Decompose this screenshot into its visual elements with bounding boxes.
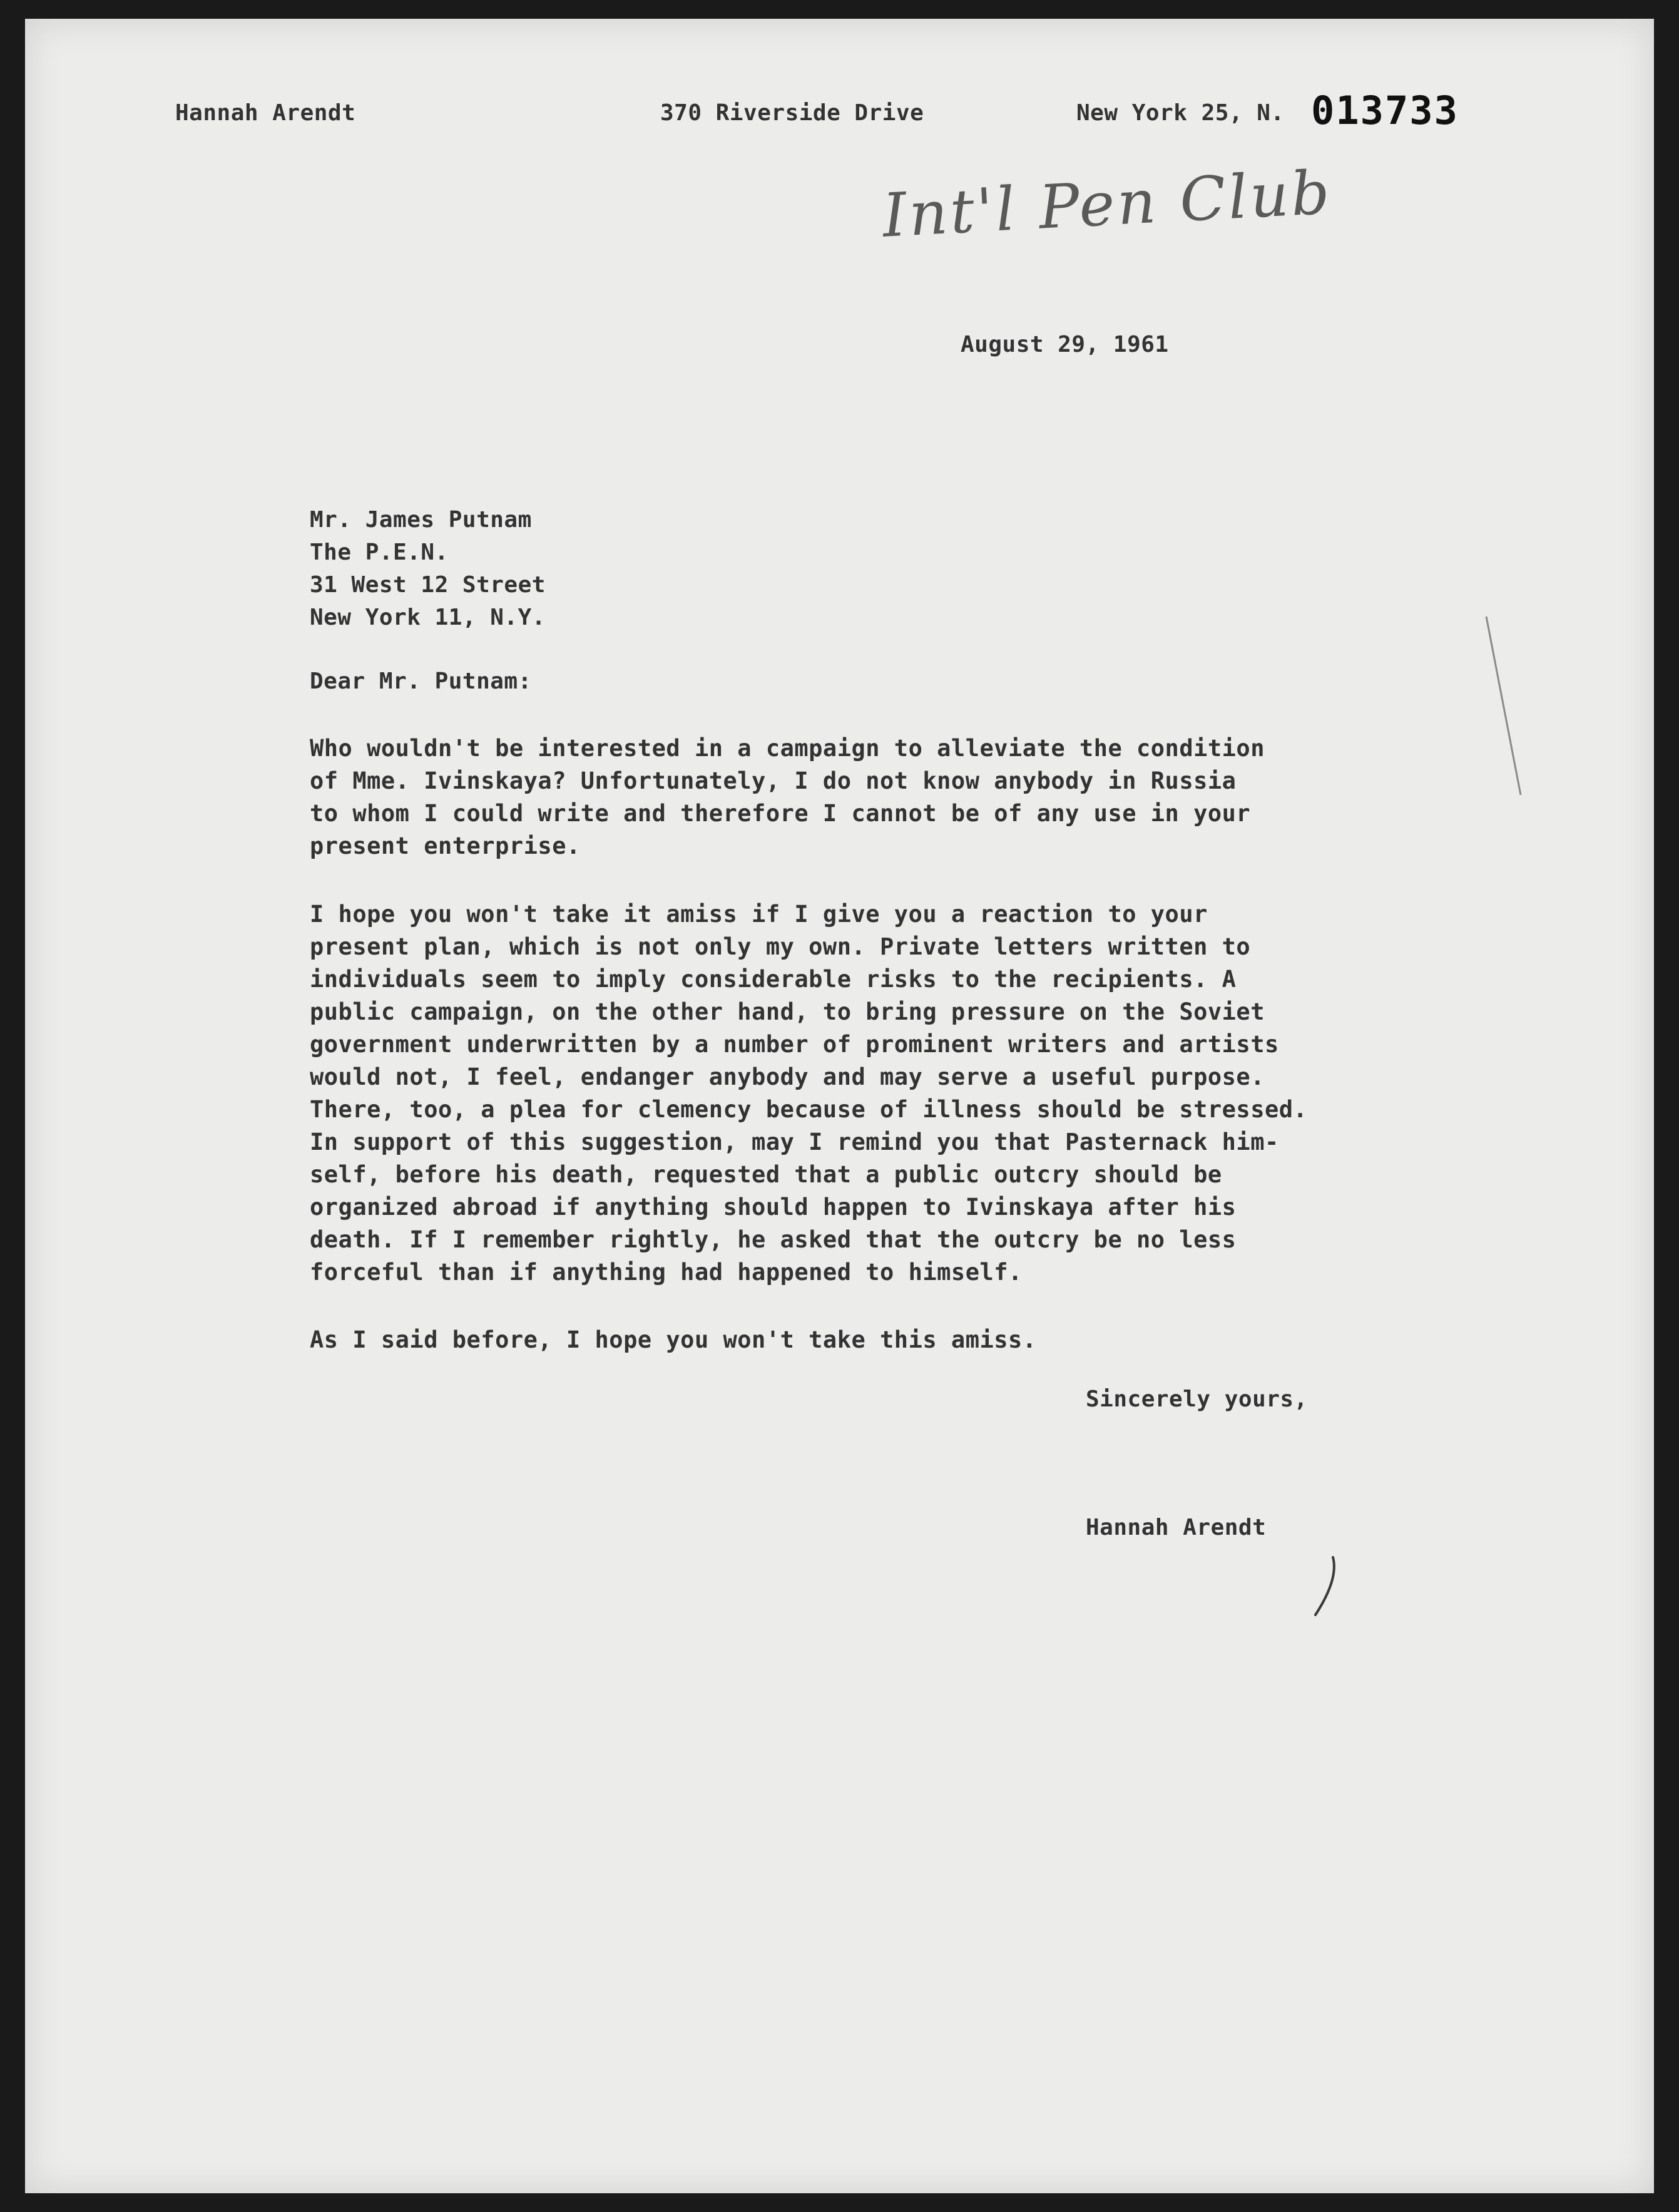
paragraph-line: present plan, which is not only my own. Private letters written to: [310, 933, 1251, 960]
paragraph-line: present enterprise.: [310, 832, 581, 859]
paragraph-line: to whom I could write and therefore I cannot be of any use in your: [310, 800, 1251, 827]
paragraph-line: government underwritten by a number of prominent writers and artists: [310, 1031, 1279, 1058]
letterhead-address: 370 Riverside Drive: [660, 100, 924, 126]
paragraph-line: As I said before, I hope you won't take this amiss.: [310, 1326, 1037, 1353]
letterhead-name: Hannah Arendt: [175, 100, 356, 126]
letter-page: [25, 19, 1654, 2193]
paragraph-line: In support of this suggestion, may I remind you that Pasternack him-: [310, 1129, 1279, 1155]
recipient-line-3: 31 West 12 Street: [310, 572, 546, 598]
paragraph-3: [310, 1324, 1499, 1356]
paragraph-1: [310, 732, 1499, 863]
paragraph-line: would not, I feel, endanger anybody and may serve a useful purpose.: [310, 1063, 1265, 1090]
paragraph-line: death. If I remember rightly, he asked that the outcry be no less: [310, 1226, 1237, 1253]
paragraph-line: public campaign, on the other hand, to bring pressure on the Soviet: [310, 998, 1265, 1025]
paragraph-line: individuals seem to imply considerable risks to the recipients. A: [310, 966, 1237, 993]
paragraph-line: forceful than if anything had happened to himself.: [310, 1259, 1023, 1286]
paragraph-line: self, before his death, requested that a public outcry should be: [310, 1161, 1222, 1188]
paragraph-2: [310, 898, 1499, 1289]
signature-name: Hannah Arendt: [1086, 1515, 1267, 1540]
paragraph-line: organized abroad if anything should happen to Ivinskaya after his: [310, 1194, 1237, 1221]
archive-number-stamp: 013733: [1311, 88, 1459, 133]
recipient-line-2: The P.E.N.: [310, 540, 449, 565]
paragraph-line: of Mme. Ivinskaya? Unfortunately, I do not know anybody in Russia: [310, 767, 1237, 794]
closing: Sincerely yours,: [1086, 1386, 1308, 1412]
recipient-line-1: Mr. James Putnam: [310, 507, 532, 533]
letter-date: August 29, 1961: [961, 332, 1169, 357]
pen-mark-icon: [1308, 1552, 1345, 1621]
letterhead-city: New York 25, N.: [1076, 100, 1285, 126]
paragraph-line: Who wouldn't be interested in a campaign to alleviate the condition: [310, 735, 1265, 762]
margin-stray-line: [1483, 613, 1533, 801]
handwritten-annotation: Int'l Pen Club: [880, 157, 1334, 251]
paragraph-line: I hope you won't take it amiss if I give you a reaction to your: [310, 901, 1208, 928]
paragraph-line: There, too, a plea for clemency because of illness should be stressed.: [310, 1096, 1308, 1123]
recipient-line-4: New York 11, N.Y.: [310, 605, 546, 630]
salutation: Dear Mr. Putnam:: [310, 668, 532, 694]
